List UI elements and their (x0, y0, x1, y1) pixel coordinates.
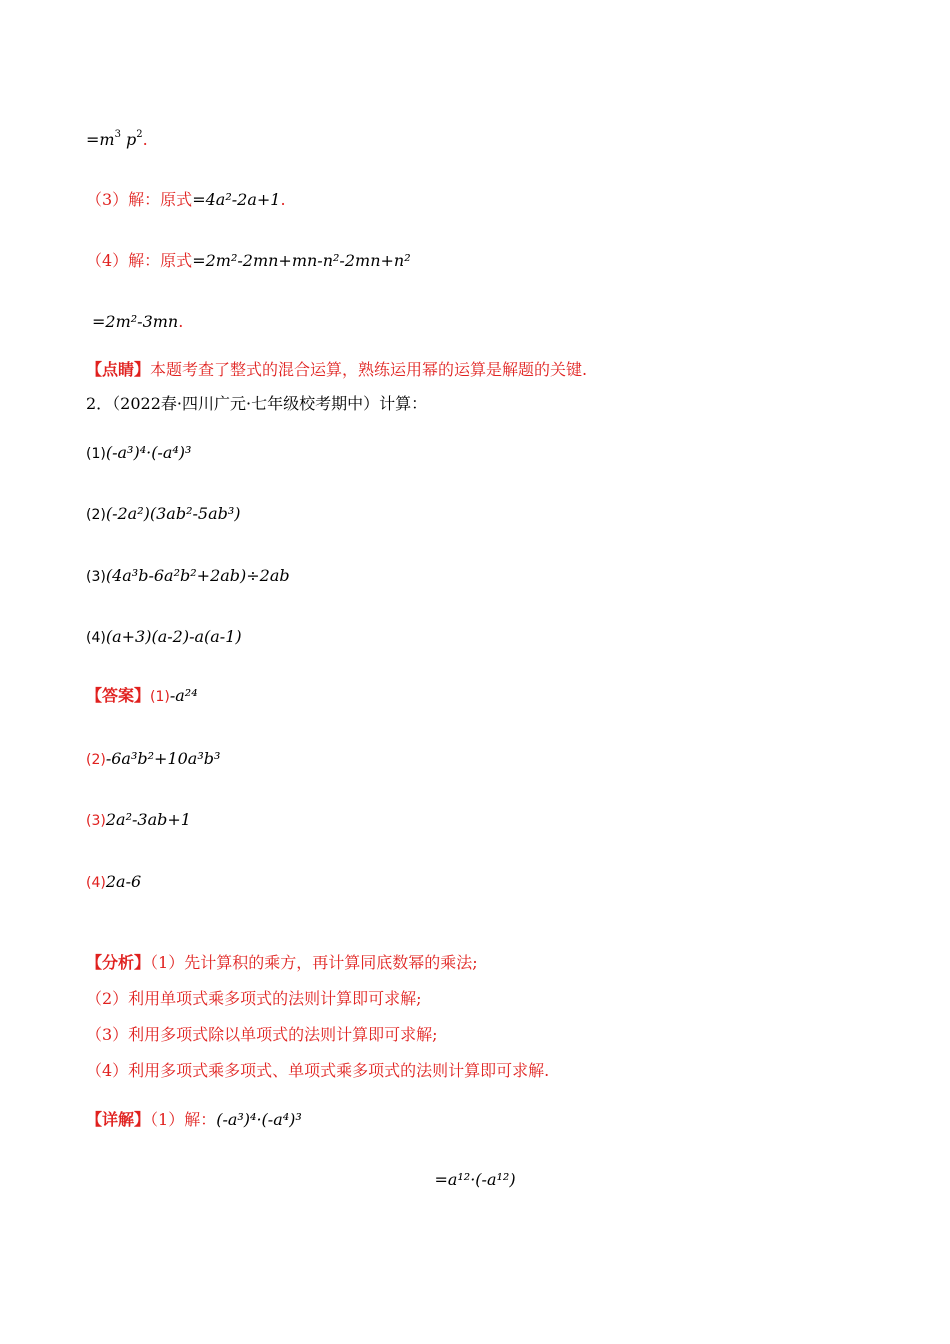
problem-2-header: 2．（2022春·四川广元·七年级校考期中）计算： (86, 394, 428, 413)
solution-line-1: $=m^3$ $p^2$. (86, 129, 148, 149)
answer-item-2: (2)-6a³b²+10a³b³ (86, 749, 221, 768)
answer-item-4: (4)2a-6 (86, 872, 142, 891)
analysis-line-3: （3）利用多项式除以单项式的法则计算即可求解; (86, 1025, 438, 1044)
math-expression: =2m²-3mn (92, 312, 179, 331)
analysis-line-4: （4）利用多项式乘多项式、单项式乘多项式的法则计算即可求解. (86, 1061, 550, 1080)
math-expression: =a¹²·(-a¹²) (434, 1170, 516, 1189)
detail-tag: 【详解】 (86, 1110, 151, 1129)
problem-item-2: (2)(-2a²)(3ab²-5ab³) (86, 504, 241, 523)
math-expression: (a+3)(a-2)-a(a-1) (105, 627, 242, 646)
answer-tag: 【答案】 (86, 686, 151, 705)
math-expression: 2a-6 (105, 872, 142, 891)
math-expression: (-a³)⁴·(-a⁴)³ (105, 443, 192, 462)
math-expression: (4a³b-6a²b²+2ab)÷2ab (105, 566, 290, 585)
math-expression: 2a²-3ab+1 (105, 810, 191, 829)
problem-item-1: (1)(-a³)⁴·(-a⁴)³ (86, 443, 192, 462)
math-expression: =2m²-2mn+mn-n²-2mn+n² (192, 251, 411, 270)
math-expression: -6a³b²+10a³b³ (105, 749, 221, 768)
analysis-line-1: 【分析】（1）先计算积的乘方，再计算同底数幂的乘法; (86, 953, 478, 972)
detail-line-1: 【详解】（1）解：(-a³)⁴·(-a⁴)³ (86, 1110, 302, 1129)
answer-item-1: 【答案】(1)-a²⁴ (86, 686, 198, 705)
math-expression: -a²⁴ (169, 686, 198, 705)
analysis-tag: 【分析】 (86, 953, 151, 972)
solution-part-4-result: =2m²-3mn. (92, 312, 184, 331)
solution-part-4: （4）解：原式=2m²-2mn+mn-n²-2mn+n² (86, 251, 411, 270)
math-expression: =4a²-2a+1 (192, 190, 281, 209)
math-expression: (-2a²)(3ab²-5ab³) (105, 504, 241, 523)
detail-line-2 (0, 1170, 950, 1190)
problem-item-4: (4)(a+3)(a-2)-a(a-1) (86, 627, 242, 646)
dianjing-tag: 【点睛】 (86, 360, 151, 379)
answer-item-3: (3)2a²-3ab+1 (86, 810, 191, 829)
problem-item-3: (3)(4a³b-6a²b²+2ab)÷2ab (86, 566, 290, 585)
solution-part-3: （3）解：原式=4a²-2a+1. (86, 190, 286, 209)
analysis-line-2: （2）利用单项式乘多项式的法则计算即可求解; (86, 989, 422, 1008)
math-expression: (-a³)⁴·(-a⁴)³ (216, 1110, 302, 1129)
dianjing-note: 【点睛】本题考查了整式的混合运算，熟练运用幂的运算是解题的关键. (86, 360, 588, 379)
